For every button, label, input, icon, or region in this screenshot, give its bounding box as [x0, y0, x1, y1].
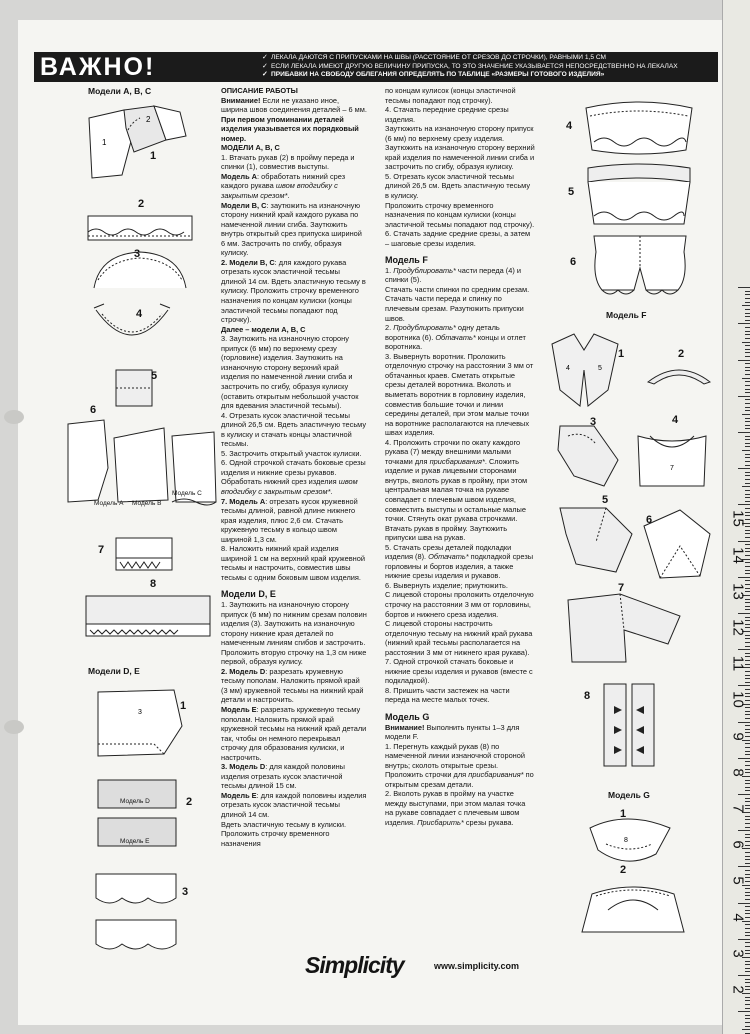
ruler-number: 8 — [729, 768, 747, 777]
paragraph: 5. Стачать срезы деталей подкладки изделия (8). Обтачать* подкладкой срезы горловины и бортов изделия, а также нижние срезы изделия и рукавов. — [385, 542, 534, 581]
paragraph: 1. Втачать рукав (2) в пройму переда и спинки (1), совместив выступы. — [221, 152, 355, 172]
figure-number: 1 — [620, 808, 627, 820]
ruler-tick — [745, 454, 750, 455]
ruler-tick — [745, 334, 750, 335]
ruler-tick — [745, 465, 750, 466]
measuring-ruler — [722, 0, 750, 1034]
figure-number: 5 — [568, 186, 575, 198]
figure-number: 7 — [618, 582, 625, 594]
figure-abc-5 — [114, 368, 154, 408]
ruler-tick — [745, 403, 750, 404]
paragraph: Модель E: разрезать кружевную тесьму пополам. Наложить прямой край кружевной тесьмы на нижний край детали так, чтобы он немного перекрывал строчку для образования кулиски, и настрочить. — [221, 705, 367, 762]
paragraph: 7. Одной строчкой стачать боковые и нижние срезы изделия и рукавов (вместе с подкладкой). — [385, 657, 533, 686]
figure-number: 2 — [138, 198, 145, 210]
section-heading: Модель G — [385, 712, 430, 722]
ruler-tick — [745, 356, 750, 357]
figure-number: 5 — [602, 494, 609, 506]
instructions-column-1 — [221, 86, 367, 848]
ruler-tick — [745, 457, 750, 458]
ruler-tick — [742, 1029, 750, 1030]
figure-number: 2 — [620, 864, 627, 876]
ruler-tick — [745, 573, 750, 574]
ruler-number: 2 — [729, 985, 747, 994]
label-model-d: Модель D — [120, 798, 150, 805]
ruler-tick — [745, 381, 750, 382]
ruler-tick — [745, 606, 750, 607]
ruler-tick — [738, 903, 750, 904]
figure-f-8 — [600, 680, 658, 770]
paragraph: Стачать части спинки по средним срезам. Стачать части переда и спинку по плечевым срезам. Разутюжить припуски швов. — [385, 284, 530, 323]
paragraph: 3. Заутюжить на изнаночную сторону припуск (6 мм) по верхнему срезу (горловине) изделия. Заутюжить на изнаночную сторону верхний край изделия по намеченной линии сгиба и застрочить по сгибу, образуя кулиску (оставить открытым небольшой участок для вдевания эластичной тесьмы). — [221, 334, 359, 411]
figure-number: 8 — [150, 578, 157, 590]
ruler-tick — [745, 483, 750, 484]
figure-number: 2 — [186, 796, 193, 808]
ruler-tick — [745, 494, 750, 495]
ruler-tick — [745, 537, 750, 538]
paragraph: Модели B, C: заутюжить на изнаночную сторону нижний край каждого рукава по намеченной линии сгиба. Заутюжить внутрь открытый срез припуска шириной 6 мм. Застрочить по сгибу, образуя кулиску. — [221, 200, 362, 258]
ruler-tick — [745, 472, 750, 473]
ruler-tick — [745, 783, 750, 784]
paragraph: 4. Стачать передние средние срезы изделия. — [385, 105, 509, 124]
ruler-tick — [745, 892, 750, 893]
ruler-tick — [738, 577, 750, 578]
ruler-tick — [745, 461, 750, 462]
svg-text:4: 4 — [566, 365, 570, 372]
paragraph: 2. Модели B, C: для каждого рукава отрезать кусок эластичной тесьмы длиной 14 см. Вдеть эластичную тесьму в кулиску. Проложить строчку временного назначения по концам кулиски (концы эластичной тесьмы попадают под строчку). — [221, 257, 366, 325]
figure-number: 1 — [150, 150, 157, 162]
ruler-tick — [745, 747, 750, 748]
ruler-tick — [745, 349, 750, 350]
ruler-tick — [745, 302, 750, 303]
ruler-number: 4 — [729, 912, 747, 922]
ruler-tick — [745, 385, 750, 386]
ruler-tick — [745, 856, 750, 857]
ruler-tick — [745, 827, 750, 828]
ruler-tick — [745, 1004, 750, 1005]
ruler-tick — [745, 787, 750, 788]
ruler-tick — [745, 570, 750, 571]
paragraph: 8. Пришить части застежек на части переда на месте малых точек. — [385, 685, 510, 705]
figure-heading-de: Модели D, E — [88, 666, 140, 676]
figure-de-6 — [588, 228, 692, 304]
ruler-tick — [745, 425, 750, 426]
ruler-tick — [738, 722, 750, 723]
ruler-tick — [745, 501, 750, 502]
ruler-tick — [745, 964, 750, 965]
ruler-tick — [745, 566, 750, 567]
figure-number: 4 — [566, 120, 573, 132]
ruler-tick — [738, 975, 750, 976]
ruler-tick — [745, 367, 750, 368]
ruler-tick — [745, 327, 750, 328]
ruler-tick — [742, 486, 750, 487]
paragraph: по концам кулисок (концы эластичной тесьмы попадают под строчку). — [385, 86, 516, 105]
punch-hole — [4, 720, 24, 734]
ruler-tick — [738, 649, 750, 650]
website-link[interactable]: www.simplicity.com — [434, 961, 520, 971]
figure-g-2 — [578, 880, 688, 936]
paragraph: 3. Модель D: для каждой половины изделия отрезать кусок эластичной тесьмы длиной 15 см. — [221, 762, 345, 791]
figure-number: 3 — [182, 886, 189, 898]
ruler-tick — [745, 313, 750, 314]
figure-abc-2 — [86, 210, 194, 246]
figure-f-4 — [634, 422, 710, 490]
label-model-e: Модель E — [120, 838, 150, 845]
paragraph: 6. Вывернуть изделие; приутюжить. — [385, 580, 508, 590]
paragraph: Заутюжить на изнаночную сторону припуск (6 мм) по верхнему срезу изделия. Заутюжить на изнаночную сторону верхний край изделия по намеченной линии сгиба и застрочить по сгибу, образуя кулиску. — [385, 124, 535, 172]
ruler-tick — [738, 830, 750, 831]
ruler-tick — [745, 642, 750, 643]
figure-number: 4 — [672, 414, 679, 426]
ruler-tick — [745, 899, 750, 900]
ruler-tick — [745, 718, 750, 719]
ruler-tick — [745, 497, 750, 498]
ruler-number: 10 — [729, 691, 747, 709]
ruler-number: 5 — [729, 876, 747, 886]
figure-de-3 — [92, 870, 180, 960]
figure-f-3 — [554, 420, 624, 490]
figure-heading-g: Модель G — [608, 790, 650, 800]
ruler-tick — [745, 928, 750, 929]
ruler-tick — [745, 971, 750, 972]
check-icon: ✓ — [262, 71, 268, 79]
ruler-tick — [745, 646, 750, 647]
paragraph: Внимание! Выполнить пункты 1–3 для модели F. — [385, 722, 520, 742]
section-heading: Модель F — [385, 255, 428, 266]
svg-text:5: 5 — [598, 365, 602, 372]
figure-f-5 — [556, 504, 636, 576]
ruler-tick — [745, 678, 750, 679]
ruler-tick — [745, 675, 750, 676]
banner-line: ✓ ЕСЛИ ЛЕКАЛА ИМЕЮТ ДРУГУЮ ВЕЛИЧИНУ ПРИПУСКА, ТО ЭТО ЗНАЧЕНИЕ УКАЗЫВАЕТСЯ НЕПОСРЕДСТВЕННО НА ЛЕКАЛАХ — [262, 62, 678, 70]
ruler-tick — [745, 1008, 750, 1009]
paragraph: Вдеть эластичную тесьму в кулиски. Проложить строчку временного назначения — [221, 819, 347, 848]
figure-number: 8 — [584, 690, 591, 702]
ruler-tick — [745, 439, 750, 440]
ruler-tick — [745, 932, 750, 933]
ruler-tick — [745, 363, 750, 364]
ruler-tick — [745, 1026, 750, 1027]
figure-number: 1 — [618, 348, 625, 360]
ruler-number: 6 — [729, 840, 747, 849]
ruler-tick — [745, 446, 750, 447]
ruler-tick — [742, 305, 750, 306]
ruler-tick — [745, 859, 750, 860]
figure-heading-abc: Модели A, B, C — [88, 86, 152, 96]
ruler-tick — [738, 541, 750, 542]
ruler-tick — [745, 895, 750, 896]
label-model-c: Модель С — [172, 490, 202, 497]
ruler-tick — [738, 866, 750, 867]
figure-number: 3 — [590, 416, 597, 428]
ruler-number: 13 — [729, 582, 747, 600]
banner-title: ВАЖНО! — [40, 53, 156, 81]
paragraph: 1. Продублировать* части переда (4) и спинки (5). — [385, 265, 522, 285]
figure-number: 1 — [180, 700, 187, 712]
label-model-a: Модель А — [94, 500, 124, 507]
ruler-tick — [745, 436, 750, 437]
ruler-tick — [745, 751, 750, 752]
ruler-tick — [745, 1015, 750, 1016]
ruler-tick — [738, 613, 750, 614]
figure-number: 5 — [151, 370, 158, 382]
svg-text:2: 2 — [146, 115, 151, 124]
punch-hole — [4, 410, 24, 424]
ruler-tick — [738, 468, 750, 469]
ruler-tick — [745, 410, 750, 411]
paragraph: Внимание! Если не указано иное, ширина швов соединения деталей – 6 мм. — [221, 95, 367, 115]
figure-number: 6 — [90, 404, 97, 416]
ruler-tick — [738, 685, 750, 686]
ruler-tick — [745, 863, 750, 864]
figure-number: 2 — [678, 348, 685, 360]
ruler-tick — [745, 530, 750, 531]
ruler-number: 14 — [729, 546, 747, 564]
paragraph: 2. Вколоть рукав в пройму на участке между выступами, при этом малая точка на рукаве совпадает с плечевым швом изделия. Присбарить* срезы рукава. — [385, 789, 526, 828]
paragraph: 4. Проложить строчки по окату каждого рукава (7) между внешними малыми точками для присбаривания*. Сложить изделие и рукав лицевыми сторонами внутрь, вколоть рукав в пройму, при этом центральная малая точка на рукаве совпадает с плечевым швом изделия, совместить выступы и остальные малые точки. Стянуть окат рукава строчками. Втачать рукав в пройму. Заутюжить припуски шва на рукав. — [385, 437, 528, 543]
paragraph: 5. Отрезать кусок эластичной тесьмы длиной 26,5 см. Вдеть эластичную тесьму в кулиску. — [385, 171, 531, 201]
ruler-tick — [745, 294, 750, 295]
ruler-tick — [745, 1022, 750, 1023]
ruler-tick — [738, 287, 750, 288]
paragraph: 2. Продублировать* одну деталь воротника (6). Обтачать* концы и отлет воротника. — [385, 323, 526, 352]
paragraph: 6. Одной строчкой стачать боковые срезы изделия и нижние срезы рукавов. Обработать нижний срез изделия швом вподгибку с закрытым срезом*. — [221, 458, 366, 496]
ruler-number: 3 — [729, 949, 747, 958]
figure-number: 6 — [646, 514, 653, 526]
ruler-tick — [745, 823, 750, 824]
paragraph: 8. Наложить нижний край изделия шириной 1 см на верхний край кружевной тесьмы и настрочить, совместив швы тесьмы с одним боковым швом изделия. — [221, 544, 365, 582]
ruler-tick — [745, 399, 750, 400]
ruler-tick — [742, 342, 750, 343]
figure-number: 6 — [570, 256, 577, 268]
ruler-tick — [745, 370, 750, 371]
paragraph: С лицевой стороны настрочить отделочную тесьму на нижний край рукава (нижний край тесьмы располагается на расстоянии 3 мм от нижнего края рукава). — [385, 619, 533, 657]
figure-g-1 — [586, 814, 676, 870]
ruler-tick — [745, 479, 750, 480]
section-heading: Модели D, E — [221, 589, 276, 600]
label-model-b: Модель В — [132, 500, 162, 507]
ruler-tick — [745, 320, 750, 321]
ruler-tick — [745, 711, 750, 712]
ruler-tick — [745, 389, 750, 390]
figure-f-2 — [644, 356, 714, 386]
ruler-tick — [745, 682, 750, 683]
ruler-number: 11 — [729, 655, 747, 672]
section-heading: ОПИСАНИЕ РАБОТЫ — [221, 86, 298, 95]
paragraph: 4. Отрезать кусок эластичной тесьмы длиной 26,5 см. Вдеть эластичную тесьму в кулиску и стачать концы эластичной тесьмы. — [221, 410, 367, 449]
paragraph: С лицевой стороны проложить отделочную строчку на расстоянии 3 мм от горловины, бортов и нижнего среза изделия. — [385, 590, 534, 619]
ruler-tick — [738, 504, 750, 505]
ruler-tick — [745, 475, 750, 476]
paragraph: 2. Модель D: разрезать кружевную тесьму пополам. Наложить прямой край (3 мм) кружевной тесьмы на нижний край детали и настрочить. — [221, 666, 364, 705]
ruler-tick — [742, 414, 750, 415]
ruler-tick — [738, 1011, 750, 1012]
ruler-tick — [745, 316, 750, 317]
ruler-tick — [745, 418, 750, 419]
figure-number: 3 — [134, 248, 141, 260]
ruler-tick — [745, 352, 750, 353]
ruler-tick — [745, 331, 750, 332]
banner-line: ✓ ПРИБАВКИ НА СВОБОДУ ОБЛЕГАНИЯ ОПРЕДЕЛЯТЬ ПО ТАБЛИЦЕ «РАЗМЕРЫ ГОТОВОГО ИЗДЕЛИЯ» — [262, 71, 605, 79]
ruler-tick — [745, 298, 750, 299]
banner-line: ✓ ЛЕКАЛА ДАЮТСЯ С ПРИПУСКАМИ НА ШВЫ (РАССТОЯНИЕ ОТ СРЕЗОВ ДО СТРОЧКИ), РАВНЫМИ 1,5 СМ — [262, 54, 607, 61]
instructions-column-2 — [385, 86, 535, 828]
check-icon: ✓ — [262, 62, 268, 70]
ruler-tick — [745, 374, 750, 375]
ruler-tick — [745, 345, 750, 346]
paragraph: Модель E: для каждой половины изделия отрезать кусок эластичной тесьмы длиной 14 см. — [221, 790, 367, 820]
ruler-tick — [745, 291, 750, 292]
figure-abc-1 — [84, 100, 194, 190]
ruler-tick — [738, 396, 750, 397]
ruler-tick — [745, 407, 750, 408]
ruler-number: 9 — [729, 731, 747, 741]
ruler-number: 12 — [729, 619, 747, 636]
ruler-tick — [745, 602, 750, 603]
ruler-tick — [745, 638, 750, 639]
figure-f-1 — [548, 330, 625, 410]
ruler-number: 7 — [729, 804, 747, 813]
paragraph: 1. Заутюжить на изнаночную сторону припуск (6 мм) по нижним срезам половин изделия (3). Заутюжить на изнаночную сторону нижние края деталей по намеченным линиям сгибов и застрочить. Проложить вторую строчку на 1,3 см ниже первой, образуя кулису. — [221, 599, 367, 667]
ruler-tick — [745, 968, 750, 969]
paragraph: 7. Модель А: отрезать кусок кружевной тесьмы длиной, равной длине нижнего края изделия, плюс 2,6 см. Стачать кружевную тесьму в кольцо швом шириной 1,3 см. — [221, 496, 358, 544]
ruler-tick — [745, 714, 750, 715]
ruler-tick — [745, 1018, 750, 1019]
figure-number: 4 — [136, 308, 143, 320]
ruler-tick — [738, 360, 750, 361]
ruler-tick — [745, 935, 750, 936]
important-banner — [34, 52, 718, 82]
ruler-tick — [745, 790, 750, 791]
figure-abc-8 — [84, 594, 212, 638]
svg-text:3: 3 — [138, 709, 142, 716]
section-heading: МОДЕЛИ A, B, C — [221, 143, 280, 153]
paragraph: 1. Перегнуть каждый рукав (8) по намеченной линии изнаночной стороной внутрь; сколоть открытые срезы. Проложить строчки для присбаривания* по открытым срезам детали. — [385, 741, 534, 789]
ruler-tick — [745, 338, 750, 339]
figure-de-4 — [580, 94, 698, 158]
ruler-tick — [745, 754, 750, 755]
paragraph: 5. Застрочить открытый участок кулиски. — [221, 448, 362, 458]
ruler-tick — [745, 428, 750, 429]
paragraph: 6. Стачать задние средние срезы, а затем – шаговые срезы изделия. — [385, 229, 531, 248]
ruler-tick — [745, 490, 750, 491]
ruler-tick — [745, 443, 750, 444]
paragraph: При первом упоминании деталей изделия указывается их порядковый номер. — [221, 114, 359, 143]
svg-text:7: 7 — [670, 465, 674, 472]
paragraph: Проложить строчку временного назначения по концам кулиски (концы эластичной тесьмы попадают под строчку). — [385, 200, 535, 229]
simplicity-logo: Simplicity — [305, 952, 404, 978]
figure-abc-6 — [64, 418, 220, 512]
figure-f-7 — [564, 590, 684, 666]
ruler-tick — [745, 309, 750, 310]
ruler-tick — [738, 432, 750, 433]
paragraph: 3. Вывернуть воротник. Проложить отделочную строчку на расстоянии 3 мм от обтачанных краев. Сметать открытые срезы деталей воротника. Вколоть и выметать воротник в горловину изделия, совместив большие точки и линии середины деталей, при этом малые точки на воротнике располагаются на плечевых швах изделия. — [385, 351, 534, 438]
paragraph: Модель А: обработать нижний срез каждого рукава швом вподгибку с закрытым срезом*. — [221, 171, 346, 201]
ruler-tick — [745, 819, 750, 820]
ruler-tick — [745, 421, 750, 422]
ruler-number: 15 — [729, 510, 747, 528]
ruler-tick — [738, 323, 750, 324]
figure-abc-4 — [92, 300, 172, 358]
figure-de-1 — [94, 686, 190, 762]
ruler-tick — [742, 450, 750, 451]
ruler-tick — [738, 794, 750, 795]
figure-heading-f: Модель F — [606, 310, 647, 320]
svg-text:1: 1 — [102, 138, 107, 147]
figure-abc-7 — [114, 536, 174, 572]
ruler-tick — [738, 939, 750, 940]
ruler-tick — [745, 1000, 750, 1001]
figure-de-5 — [584, 158, 694, 230]
check-icon: ✓ — [262, 54, 268, 61]
svg-text:8: 8 — [624, 837, 628, 844]
ruler-tick — [738, 758, 750, 759]
ruler-tick — [742, 378, 750, 379]
ruler-tick — [745, 392, 750, 393]
ruler-tick — [745, 609, 750, 610]
figure-number: 7 — [98, 544, 105, 556]
ruler-tick — [745, 533, 750, 534]
section-heading: Далее – модели A, B, C — [221, 324, 306, 334]
